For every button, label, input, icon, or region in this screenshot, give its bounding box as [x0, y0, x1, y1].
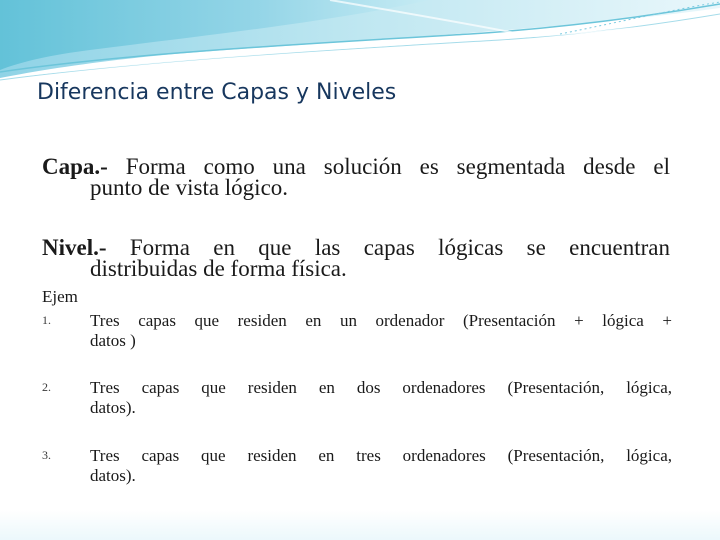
definition-capa: [42, 156, 670, 198]
example-number: 1.: [42, 313, 51, 327]
decorative-banner: [0, 0, 720, 90]
definition-capa-line1: Capa.- Forma como una solución es segmentada desde el: [42, 154, 670, 179]
example-text-line2: datos).: [90, 398, 136, 417]
definition-nivel-line2: distribuidas de forma física.: [90, 256, 347, 281]
definition-capa-term: Capa.-: [42, 154, 108, 179]
example-number: 2.: [42, 380, 51, 394]
example-text-line2: datos ): [90, 331, 136, 350]
example-text-line1: Tres capas que residen en un ordenador (Presentación + lógica +: [90, 311, 672, 330]
example-text-line1: Tres capas que residen en dos ordenadores (Presentación, lógica,: [90, 378, 672, 397]
definition-nivel: [42, 237, 670, 279]
bottom-glow: [0, 510, 720, 540]
example-text-line2: datos).: [90, 466, 136, 485]
definition-nivel-line1: Nivel.- Forma en que las capas lógicas se encuentran: [42, 235, 670, 260]
example-item-2: [42, 378, 672, 418]
example-number: 3.: [42, 448, 51, 462]
definition-nivel-term: Nivel.-: [42, 235, 107, 260]
example-item-3: [42, 446, 672, 486]
definition-capa-line2: punto de vista lógico.: [90, 175, 289, 200]
example-text-line1: Tres capas que residen en tres ordenadores (Presentación, lógica,: [90, 446, 672, 465]
example-item-1: [42, 311, 672, 351]
example-label: Ejem: [42, 287, 78, 306]
page-title: Diferencia entre Capas y Niveles: [37, 80, 397, 105]
